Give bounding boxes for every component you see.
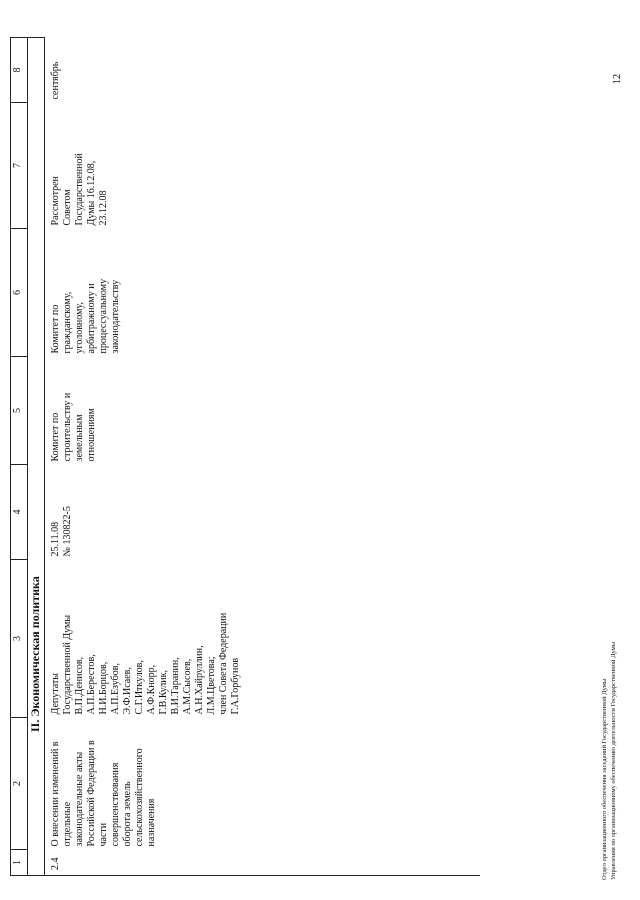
column-number: 8 bbox=[11, 38, 28, 103]
column-number: 4 bbox=[11, 465, 28, 560]
column-number: 7 bbox=[11, 103, 28, 229]
column-number: 3 bbox=[11, 560, 28, 718]
responsible-committee: Комитет по строительству и земельным отношениям bbox=[50, 392, 97, 462]
committee-cell bbox=[45, 357, 481, 465]
section-row bbox=[28, 38, 45, 876]
bill-authors: Депутаты Государственной Думы В.П.Денисов, А.П.Берестов, Н.И.Борцов, А.П.Езубов, Э.Ф.Исаев, С.Г.Иткулов, А.Ф.Кнорр, Г.В.Кулик, В.И.Таранин, А.М.Сысоев, А.Н.Хайруллин, Л.М.Цветова; член Совета Федерации Г.А.Горбунов bbox=[50, 612, 241, 715]
footer bbox=[600, 642, 618, 880]
registration-cell bbox=[45, 465, 481, 560]
row-number-cell bbox=[45, 850, 481, 876]
co-executor-committee: Комитет по гражданскому, уголовному, арбитражному и процессуальному законодательству bbox=[50, 278, 121, 354]
registration-info: 25.11.08 № 130822-5 bbox=[50, 506, 73, 557]
planned-month: сентябрь bbox=[50, 61, 61, 100]
column-number: 5 bbox=[11, 357, 28, 465]
bill-table bbox=[10, 37, 480, 876]
page-number: 12 bbox=[612, 74, 623, 84]
table-row bbox=[45, 38, 481, 876]
bill-title: О внесении изменений в отдельные законодательные акты Российской Федерации в части совершенствования оборота земель сельскохозяйственного назначения bbox=[50, 740, 157, 847]
column-number-row bbox=[11, 38, 28, 876]
row-number: 2.4 bbox=[50, 857, 61, 870]
column-number: 6 bbox=[11, 229, 28, 357]
bill-status: Рассмотрен Советом Государственной Думы 16.12.08, 23.12.08 bbox=[50, 153, 109, 226]
section-cell bbox=[28, 38, 45, 876]
section-title: II. Экономическая политика bbox=[28, 576, 42, 732]
authors-cell bbox=[45, 560, 481, 718]
co-committee-cell bbox=[45, 229, 481, 357]
status-cell bbox=[45, 103, 481, 229]
footer-line: Отдел организационного обеспечения заседаний Государственной Думы bbox=[601, 678, 608, 880]
month-cell bbox=[45, 38, 481, 103]
column-number: 1 bbox=[11, 850, 28, 876]
bill-title-cell bbox=[45, 718, 481, 850]
column-number: 2 bbox=[11, 718, 28, 850]
footer-line: Управления по организационному обеспечению деятельности Государственной Думы bbox=[610, 641, 617, 880]
